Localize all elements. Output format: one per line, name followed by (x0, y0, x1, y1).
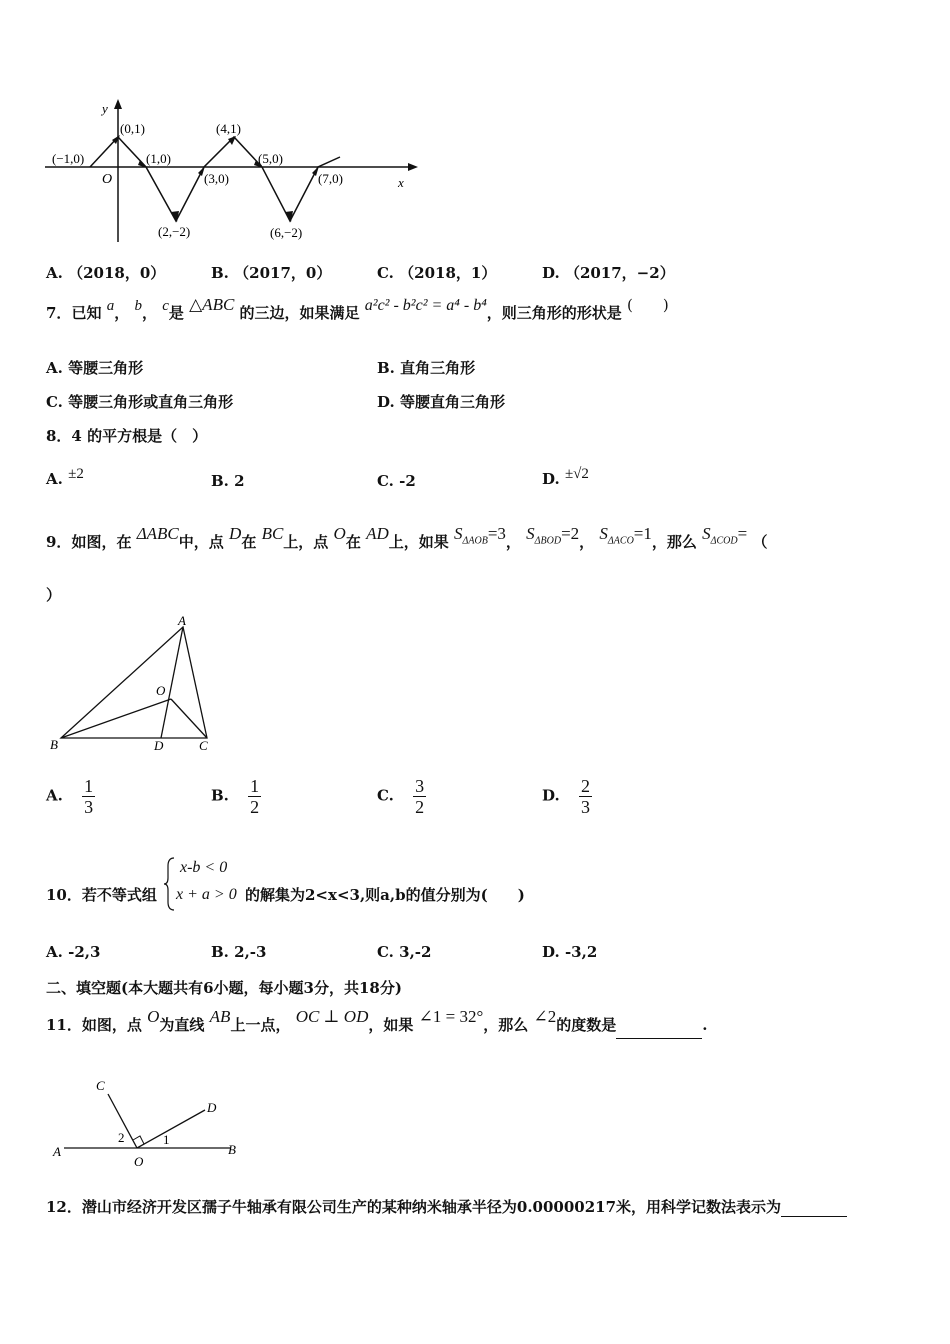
q7-option-d: D. 等腰直角三角形 (377, 393, 505, 411)
point-d: D (207, 1100, 217, 1115)
q8-stem: 8．4 的平方根是（ ） (46, 427, 208, 445)
q7-option-c: C. 等腰三角形或直角三角形 (46, 393, 234, 411)
q10-option-d: D. -3,2 (542, 943, 598, 961)
q10-inequality-2: x + a > 0 (176, 886, 237, 903)
q10-num-and-lead: 10．若不等式组 (46, 886, 157, 904)
y-label: y (102, 101, 108, 116)
q6-zigzag-graph (40, 95, 420, 250)
point-a: A (53, 1144, 61, 1159)
ray-od (137, 1110, 205, 1148)
point-label: (2,−2) (158, 224, 191, 239)
point-label: (−1,0) (52, 151, 85, 166)
q8-option-b: B. 2 (211, 472, 245, 490)
q10-inequality-1: x-b < 0 (180, 859, 228, 876)
q10-option-a: A. -2,3 (46, 943, 101, 961)
point-c: C (96, 1078, 105, 1093)
q9-option-c: C. $\frac{3}{2}$ (377, 776, 425, 817)
vertex-b: B (50, 737, 58, 752)
segment-bo (61, 699, 171, 738)
arrow-head (228, 136, 236, 145)
q6-option-c: C. （2018，1） (377, 264, 497, 282)
vertex-d: D (154, 738, 164, 753)
q10-stem-rest: 的解集为2<x<3,则a,b的值分别为( ) (245, 886, 525, 904)
triangle-abc (61, 627, 207, 738)
q9-triangle-figure (45, 615, 225, 755)
q7-stem: 7．已知 a， b， c是 △ABC 的三边，如果满足 a²c² - b²c² = a⁴ - b⁴，则三角形的形状是 ( ) (46, 295, 669, 322)
q10-option-c: C. 3,-2 (377, 943, 432, 961)
q9-option-d: D. $\frac{2}{3}$ (542, 776, 590, 817)
section-heading: 二、填空题(本大题共有6小题，每小题3分，共18分) (46, 979, 402, 997)
x-label: x (398, 175, 404, 190)
vertex-a: A (178, 615, 186, 628)
vertex-o: O (156, 683, 166, 698)
point-label: (6,−2) (270, 225, 303, 240)
q9-stem: 9．如图，在 ΔABC中，点 D在 BC上，点 O在 AD上，如果 $S_{\Delta AOB}=3$， $S_{\Delta BOD}=2$， $S_{\Delta ACO}=1$，那么 $S_{\Delta COD}=$ （ (46, 524, 768, 551)
point-label: (3,0) (204, 171, 229, 186)
angle-1-label: 1 (163, 1132, 170, 1147)
point-o: O (134, 1154, 144, 1169)
q9-option-a: A. $\frac{1}{3}$ (46, 776, 94, 817)
q12-answer-blank[interactable] (781, 1198, 847, 1217)
q9-paren-close: ） (46, 586, 62, 604)
x-axis-arrow (408, 163, 418, 171)
q10-system-brace (164, 856, 176, 912)
q12-stem: 12．潜山市经济开发区孺子牛轴承有限公司生产的某种纳米轴承半径为0.00000217米，用科学记数法表示为 (46, 1196, 847, 1217)
q8-option-c: C. -2 (377, 472, 416, 490)
q7-option-a: A. 等腰三角形 (46, 359, 144, 377)
angle-2-label: 2 (118, 1130, 125, 1145)
y-axis-arrow (114, 99, 122, 109)
segment-co (171, 699, 207, 738)
q8-option-a: A. ±2 (46, 466, 84, 488)
point-label: (1,0) (146, 151, 171, 166)
q7-option-b: B. 直角三角形 (377, 359, 476, 377)
point-label: (5,0) (258, 151, 283, 166)
q9-option-b: B. $\frac{1}{2}$ (211, 776, 260, 817)
point-label: (4,1) (216, 121, 241, 136)
q11-angle-figure (50, 1070, 250, 1170)
q11-answer-blank[interactable] (616, 1012, 702, 1039)
q10-option-b: B. 2,-3 (211, 943, 267, 961)
q8-option-d: D. ±√2 (542, 466, 589, 488)
point-label: (0,1) (120, 121, 145, 136)
q6-option-a: A. （2018，0） (46, 264, 166, 282)
q6-option-d: D. （2017，−2） (542, 264, 675, 282)
point-label: (7,0) (318, 171, 343, 186)
point-b: B (228, 1142, 236, 1157)
origin-label: O (102, 172, 113, 187)
q6-option-b: B. （2017，0） (211, 264, 332, 282)
q11-stem: 11．如图，点 O为直线 AB上一点， OC ⊥ OD，如果 ∠1 = 32°，那么 ∠2的度数是 . (46, 1012, 708, 1039)
vertex-c: C (199, 738, 208, 753)
